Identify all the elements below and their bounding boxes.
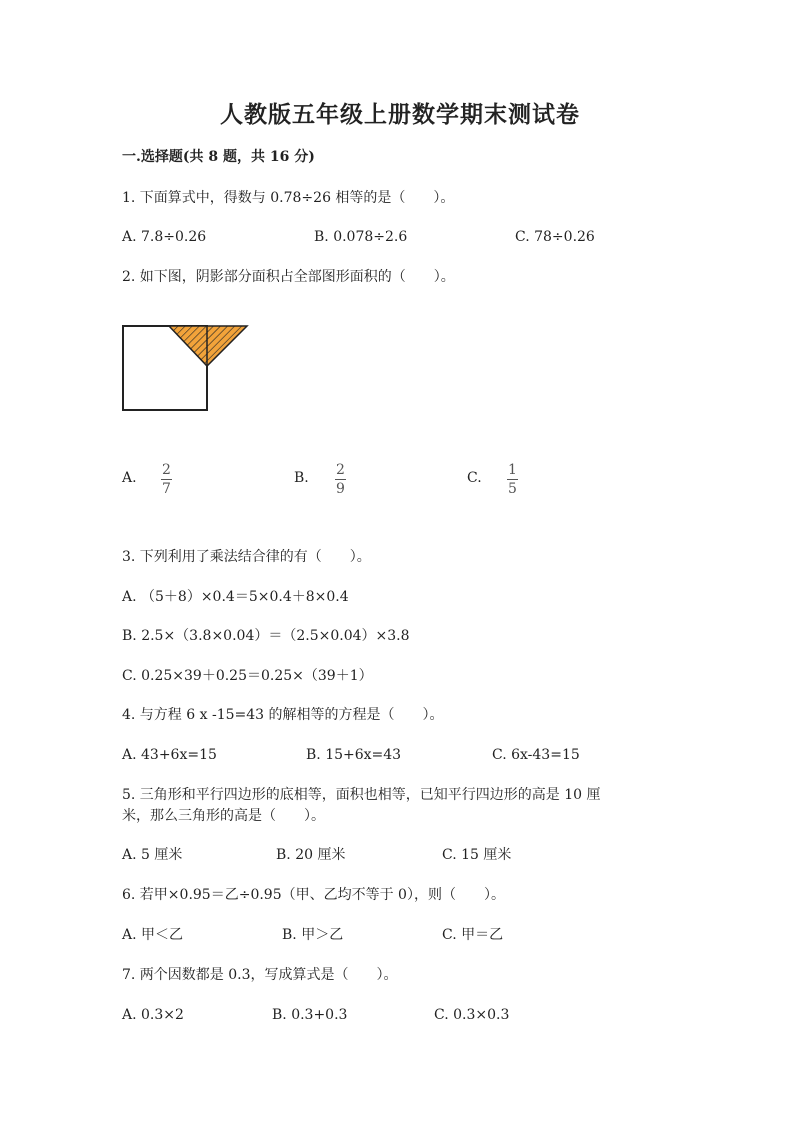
question-2-option-c-fraction [507, 463, 518, 496]
fraction-numerator: 2 [336, 462, 345, 478]
question-2-option-c-letter: C. [467, 470, 482, 486]
question-3-stem: 3. 下列利用了乘法结合律的有（ ）。 [122, 549, 371, 565]
question-3-option-a: A. （5＋8）×0.4＝5×0.4＋8×0.4 [122, 589, 349, 605]
question-1-option-a: A. 7.8÷0.26 [122, 229, 207, 245]
question-2-stem: 2. 如下图，阴影部分面积占全部图形面积的（ ）。 [122, 269, 455, 285]
question-5-option-b: B. 20 厘米 [276, 847, 346, 863]
question-2-option-b-fraction [335, 463, 346, 496]
section-heading: 一.选择题(共 8 题，共 16 分) [122, 149, 315, 165]
question-6-option-c: C. 甲＝乙 [442, 927, 504, 943]
question-3-option-c: C. 0.25×39＋0.25＝0.25×（39＋1） [122, 668, 373, 684]
question-4-option-c: C. 6x-43=15 [492, 747, 580, 763]
question-6-option-b: B. 甲＞乙 [282, 927, 344, 943]
question-5-stem-line-1: 5. 三角形和平行四边形的底相等，面积也相等，已知平行四边形的高是 10 厘 [122, 787, 601, 803]
question-5-option-a: A. 5 厘米 [122, 847, 183, 863]
page-title: 人教版五年级上册数学期末测试卷 [220, 101, 580, 128]
question-1-stem: 1. 下面算式中，得数与 0.78÷26 相等的是（ ）。 [122, 190, 455, 206]
question-2-option-a-letter: A. [122, 470, 137, 486]
question-7-option-c: C. 0.3×0.3 [434, 1007, 510, 1023]
question-2-option-a-fraction [161, 463, 172, 496]
question-1-option-c: C. 78÷0.26 [515, 229, 595, 245]
question-4-option-b: B. 15+6x=43 [306, 747, 402, 763]
question-4-stem: 4. 与方程 6 x -15=43 的解相等的方程是（ ）。 [122, 707, 444, 723]
question-7-stem: 7. 两个因数都是 0.3，写成算式是（ ）。 [122, 967, 398, 983]
question-5-option-c: C. 15 厘米 [442, 847, 512, 863]
question-2-option-b-letter: B. [294, 470, 309, 486]
question-7-option-a: A. 0.3×2 [122, 1007, 184, 1023]
question-1-option-b: B. 0.078÷2.6 [314, 229, 408, 245]
question-4-option-a: A. 43+6x=15 [122, 747, 217, 763]
question-7-option-b: B. 0.3+0.3 [272, 1007, 348, 1023]
question-2-figure [115, 318, 255, 418]
question-3-option-b: B. 2.5×（3.8×0.04）＝（2.5×0.04）×3.8 [122, 628, 410, 644]
fraction-denominator: 7 [162, 481, 171, 497]
fraction-numerator: 2 [162, 462, 171, 478]
question-5-stem-line-2: 米，那么三角形的高是（ ）。 [122, 808, 325, 824]
fraction-denominator: 9 [336, 481, 345, 497]
fraction-numerator: 1 [508, 462, 517, 478]
question-6-stem: 6. 若甲×0.95＝乙÷0.95（甲、乙均不等于 0），则（ ）。 [122, 887, 505, 903]
question-6-option-a: A. 甲＜乙 [122, 927, 184, 943]
fraction-denominator: 5 [508, 481, 517, 497]
